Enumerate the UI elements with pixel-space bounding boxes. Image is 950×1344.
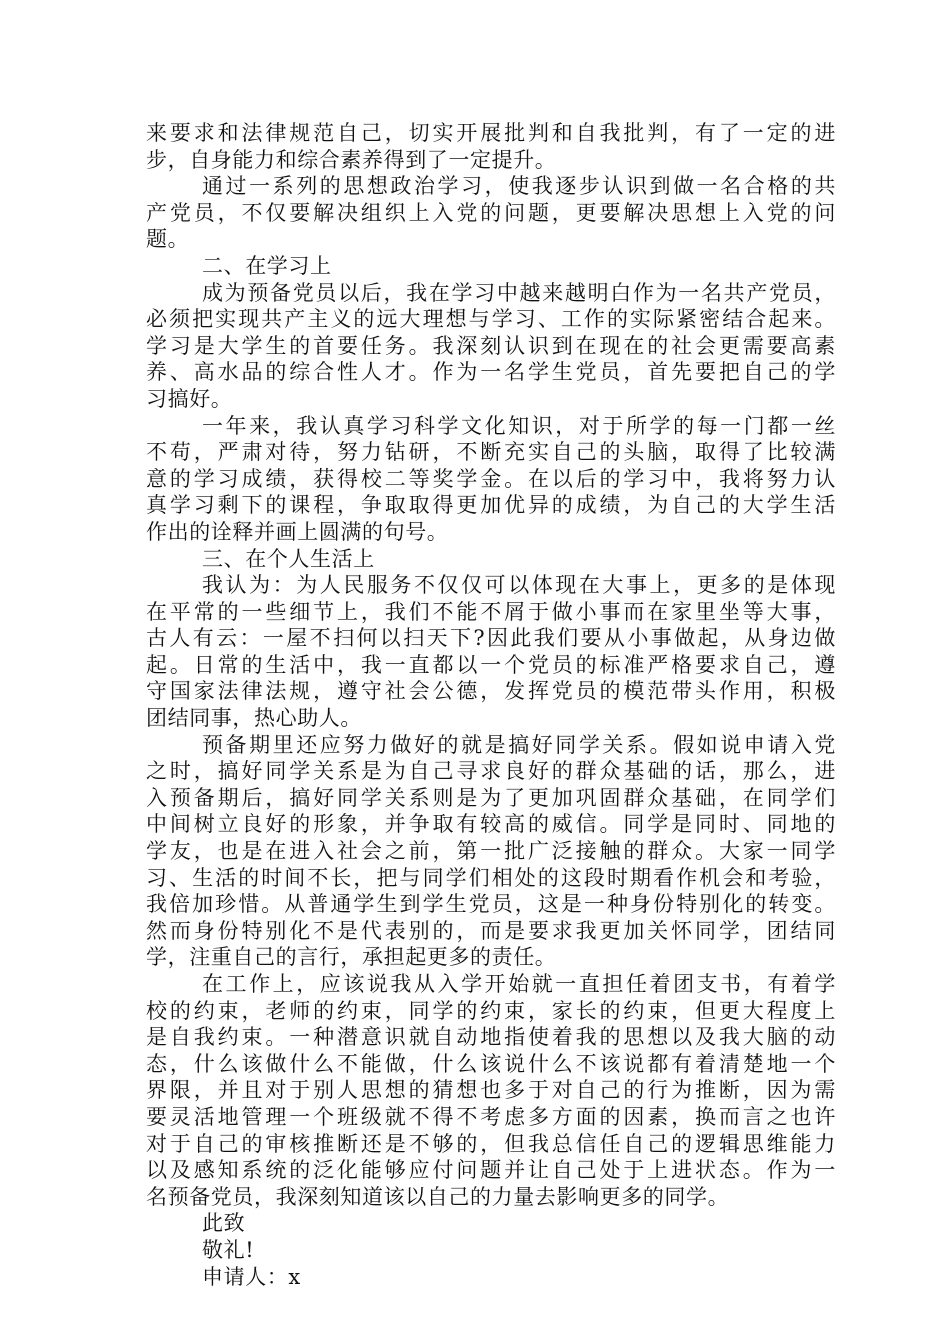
text-line: 学，注重自己的言行，承担起更多的责任。 [146, 945, 557, 970]
text-line: 我倍加珍惜。从普通学生到学生党员，这是一种身份特别化的转变。 [146, 892, 836, 917]
text-line: 学友，也是在进入社会之前，第一批广泛接触的群众。大家一同学 [146, 839, 836, 864]
document-page [146, 120, 836, 1290]
text-line: 在平常的一些细节上，我们不能不屑于做小事而在家里坐等大事， [146, 599, 836, 624]
text-line: 意的学习成绩，获得校二等奖学金。在以后的学习中，我将努力认 [146, 466, 836, 491]
text-line: 申请人：x [202, 1264, 301, 1289]
text-line: 敬礼! [202, 1237, 255, 1262]
text-line: 然而身份特别化不是代表别的，而是要求我更加关怀同学，团结同 [146, 918, 836, 943]
text-line: 预备期里还应努力做好的就是搞好同学关系。假如说申请入党 [202, 732, 836, 757]
text-line: 成为预备党员以后，我在学习中越来越明白作为一名共产党员， [202, 280, 836, 305]
text-line: 学习是大学生的首要任务。我深刻认识到在现在的社会更需要高素 [146, 333, 836, 358]
text-line: 中间树立良好的形象，并争取有较高的威信。同学是同时、同地的 [146, 812, 836, 837]
text-line: 三、在个人生活上 [202, 546, 375, 571]
text-line: 校的约束，老师的约束，同学的约束，家长的约束，但更大程度上 [146, 998, 836, 1023]
text-line: 界限，并且对于别人思想的猜想也多于对自己的行为推断，因为需 [146, 1078, 836, 1103]
text-line: 真学习剩下的课程，争取取得更加优异的成绩，为自己的大学生活 [146, 493, 836, 518]
text-line: 在工作上，应该说我从入学开始就一直担任着团支书，有着学 [202, 972, 836, 996]
text-line: 此致 [202, 1211, 246, 1236]
text-line: 作出的诠释并画上圆满的句号。 [146, 519, 449, 544]
text-line: 守国家法律法规，遵守社会公德，发挥党员的模范带头作用，积极 [146, 679, 836, 704]
text-line: 习搞好。 [146, 386, 233, 411]
text-line: 通过一系列的思想政治学习，使我逐步认识到做一名合格的共 [202, 174, 836, 199]
text-line: 要灵活地管理一个班级就不得不考虑多方面的因素，换而言之也许 [146, 1104, 836, 1129]
text-line: 步，自身能力和综合素养得到了一定提升。 [146, 147, 557, 172]
text-line: 二、在学习上 [202, 253, 332, 278]
text-line: 古人有云：一屋不扫何以扫天下?因此我们要从小事做起，从身边做 [146, 626, 836, 651]
text-line: 名预备党员，我深刻知道该以自己的力量去影响更多的同学。 [146, 1184, 730, 1209]
text-line: 我认为：为人民服务不仅仅可以体现在大事上，更多的是体现 [202, 573, 836, 598]
text-line: 以及感知系统的泛化能够应付问题并让自己处于上进状态。作为一 [146, 1158, 836, 1183]
text-line: 习、生活的时间不长，把与同学们相处的这段时期看作机会和考验， [146, 865, 836, 890]
text-line: 产党员，不仅要解决组织上入党的问题，更要解决思想上入党的问 [146, 200, 836, 225]
text-line: 起。日常的生活中，我一直都以一个党员的标准严格要求自己，遵 [146, 652, 836, 677]
text-line: 一年来，我认真学习科学文化知识，对于所学的每一门都一丝 [202, 413, 836, 438]
text-line: 题。 [146, 227, 190, 252]
text-line: 之时，搞好同学关系是为自己寻求良好的群众基础的话，那么，进 [146, 759, 836, 784]
text-line: 是自我约束。一种潜意识就自动地指使着我的思想以及我大脑的动 [146, 1025, 836, 1050]
text-line: 养、高水品的综合性人才。作为一名学生党员，首先要把自己的学 [146, 360, 836, 385]
text-line: 必须把实现共产主义的远大理想与学习、工作的实际紧密结合起来。 [146, 307, 836, 332]
text-line: 对于自己的审核推断还是不够的，但我总信任自己的逻辑思维能力 [146, 1131, 836, 1156]
text-line: 来要求和法律规范自己，切实开展批判和自我批判，有了一定的进 [146, 121, 836, 145]
text-line: 态，什么该做什么不能做，什么该说什么不该说都有着清楚地一个 [146, 1051, 836, 1076]
text-line: 不苟，严肃对待，努力钻研，不断充实自己的头脑，取得了比较满 [146, 440, 836, 465]
text-line: 团结同事，热心助人。 [146, 706, 362, 731]
text-line: 入预备期后，搞好同学关系则是为了更加巩固群众基础，在同学们 [146, 785, 836, 810]
